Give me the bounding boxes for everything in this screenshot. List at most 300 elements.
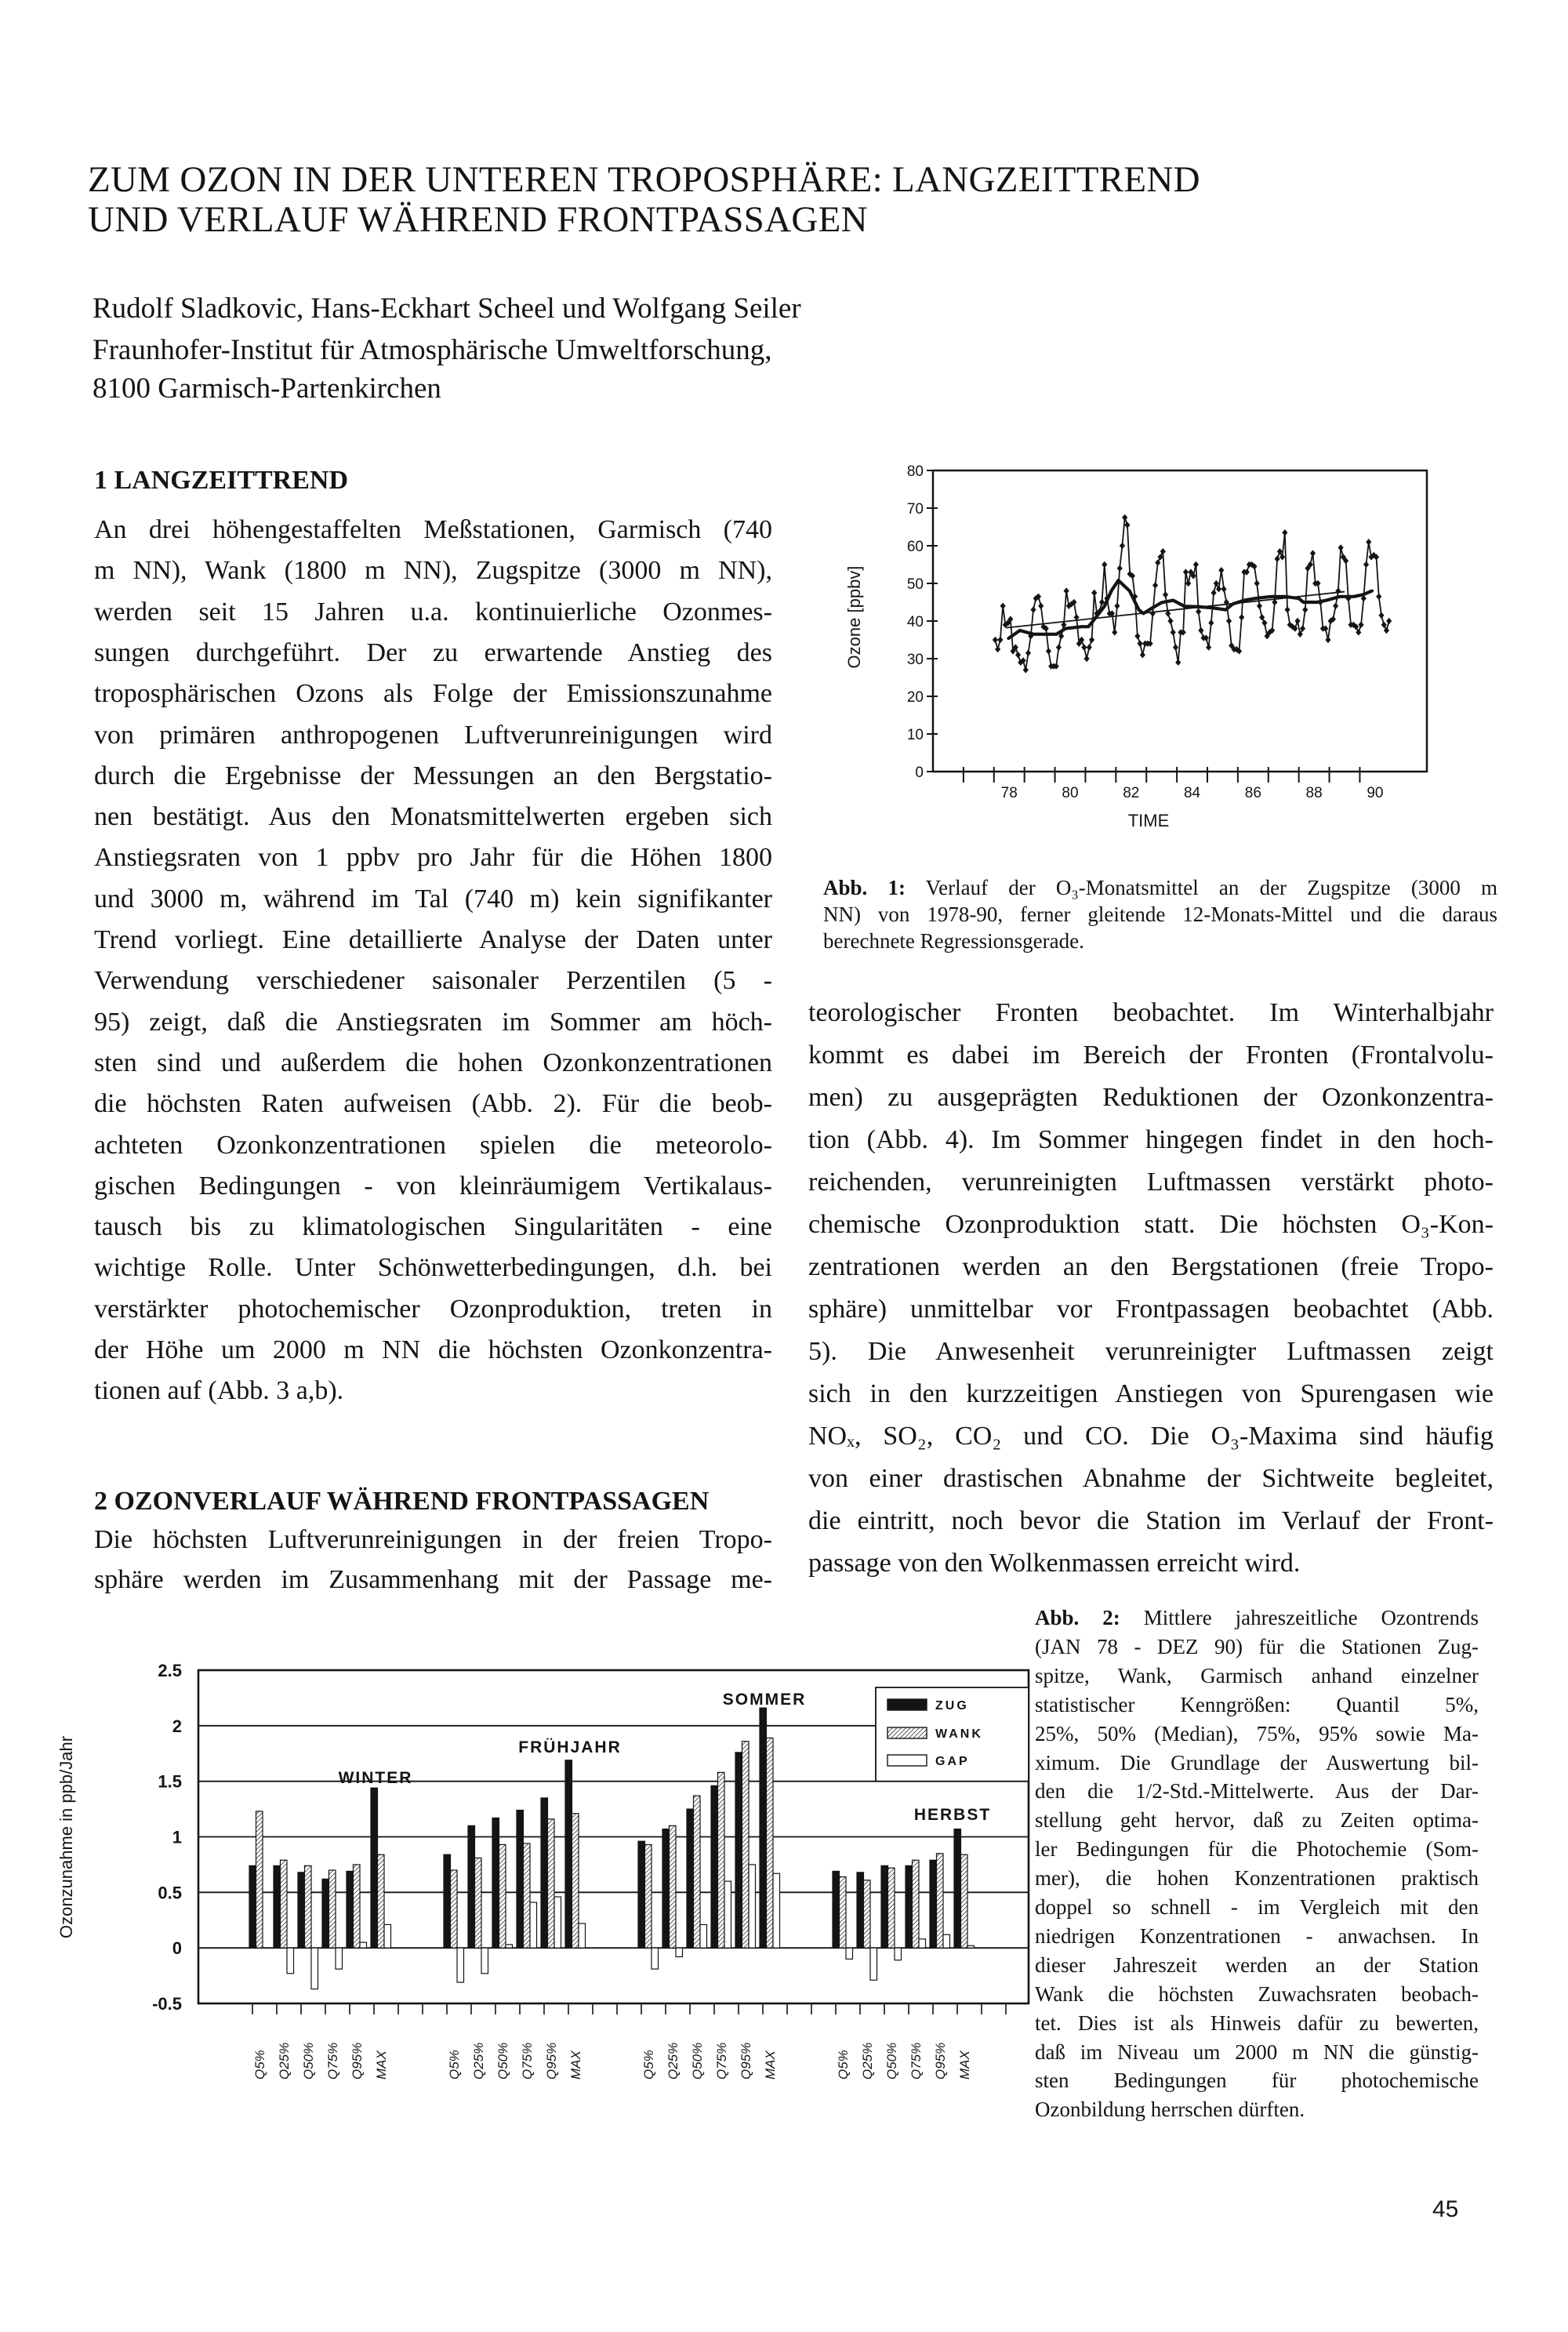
bar-wank — [645, 1844, 652, 1948]
body-text-line: tausch bis zu klimatologischen Singularitäten - eine — [94, 1212, 772, 1242]
body-text-line: sphäre) unmittelbar vor Frontpassagen beobachtet (Abb. — [808, 1295, 1494, 1324]
bar-zug — [687, 1809, 694, 1948]
bar-gap — [384, 1924, 391, 1948]
data-point — [1302, 606, 1308, 612]
data-point — [1284, 606, 1290, 612]
bar-wank — [305, 1865, 312, 1948]
bar-zug — [517, 1811, 524, 1949]
caption-line — [1035, 1749, 1479, 1776]
bar-zug — [906, 1865, 913, 1948]
chart-legend — [876, 1687, 1029, 1782]
bar-wank — [499, 1844, 506, 1948]
data-point — [1038, 603, 1044, 609]
bar-wank — [475, 1858, 482, 1948]
data-point — [1163, 591, 1168, 598]
caption-text: Verlauf der O₃-Monatsmittel an der Zugspitze (3000 m — [905, 876, 1497, 899]
y-tick-label: 60 — [906, 539, 924, 555]
data-point — [1259, 614, 1265, 620]
bar-zug — [541, 1798, 548, 1948]
data-point — [1089, 637, 1094, 643]
data-point — [1366, 539, 1371, 545]
bar-zug — [492, 1818, 499, 1948]
paper-title-line-1: ZUM OZON IN DER UNTEREN TROPOSPHÄRE: LANGZEITTREND — [88, 159, 1200, 200]
data-point — [1117, 565, 1123, 572]
data-point — [1358, 622, 1363, 628]
page-number: 45 — [1432, 2196, 1459, 2222]
body-text-line: teorologischer Fronten beobachtet. Im Winterhalbjahr — [808, 998, 1494, 1027]
x-axis-title: TIME — [1127, 811, 1170, 830]
caption-text: sten Bedingungen für photochemische — [1035, 2069, 1479, 2093]
bar-gap — [870, 1948, 877, 1980]
x-category-label: Q50% — [495, 2042, 510, 2080]
bar-wank — [354, 1865, 361, 1948]
data-point — [1193, 561, 1199, 568]
data-point — [1275, 556, 1280, 562]
caption-text: berechnete Regressionsgerade. — [823, 929, 1084, 953]
bar-zug — [711, 1785, 718, 1948]
bar-wank — [281, 1860, 288, 1948]
x-category-label: Q50% — [690, 2042, 705, 2080]
data-point — [1120, 543, 1125, 549]
bar-wank — [718, 1772, 725, 1948]
season-label: HERBST — [913, 1806, 992, 1824]
x-category-label: Q25% — [666, 2042, 681, 2080]
legend-label: ZUG — [935, 1699, 969, 1713]
data-point — [1081, 644, 1087, 650]
bar-zug — [274, 1865, 281, 1948]
y-tick-label: 0 — [172, 1938, 182, 1959]
body-text-line: troposphärischen Ozons als Folge der Emissionszunahme — [94, 679, 772, 709]
bar-wank — [888, 1868, 895, 1948]
data-point — [1140, 652, 1145, 658]
bar-gap — [652, 1948, 659, 1969]
caption-line — [1035, 1604, 1479, 1631]
y-tick-label: -0.5 — [152, 1994, 182, 2014]
data-point — [1206, 644, 1211, 650]
bar-zug — [930, 1860, 937, 1948]
bar-wank — [670, 1825, 677, 1948]
caption-text: daß im Niveau um 2000 m NN die günstig- — [1035, 2040, 1479, 2064]
x-category-label: MAX — [568, 2050, 583, 2080]
data-point — [993, 637, 998, 643]
body-text-line: durch die Ergebnisse der Messungen an den Bergstatio- — [94, 761, 772, 790]
body-text-line: von primären anthropogenen Luftverunreinigungen wird — [94, 720, 772, 750]
data-point — [1056, 644, 1062, 650]
data-point — [1155, 559, 1160, 565]
bar-gap — [967, 1945, 975, 1948]
data-point — [1298, 631, 1303, 637]
body-text-line: der Höhe um 2000 m NN die höchsten Ozonkonzentra- — [94, 1335, 772, 1364]
x-tick-label: 90 — [1367, 785, 1384, 801]
bar-gap — [676, 1948, 683, 1956]
series-line-running-mean — [1008, 580, 1372, 638]
data-point — [1087, 644, 1092, 650]
caption-text: tet. Dies ist als Hinweis dafür zu bewerten, — [1035, 2011, 1479, 2035]
data-point — [1023, 667, 1029, 673]
x-category-label: Q95% — [933, 2042, 948, 2080]
x-category-label: Q50% — [301, 2042, 316, 2080]
caption-line — [1035, 1807, 1479, 1833]
body-text-line: zentrationen werden an den Bergstationen (freie Tropo- — [808, 1252, 1494, 1281]
body-text-line: die höchsten Raten aufweisen (Abb. 2). Für die beob- — [94, 1089, 772, 1119]
x-tick-label: 80 — [1062, 785, 1079, 801]
x-category-label: MAX — [763, 2050, 778, 2080]
data-point — [1239, 614, 1244, 620]
caption-text: niedrigen Konzentrationen - anwachsen. In — [1035, 1923, 1479, 1948]
data-point — [1171, 629, 1176, 635]
caption-line — [823, 874, 1497, 901]
body-text-line: und 3000 m, während im Tal (740 m) kein signifikanter — [94, 884, 772, 914]
caption-text: ler Bedingungen für die Photochemie (Som- — [1035, 1837, 1479, 1862]
y-tick-label: 2.5 — [158, 1661, 182, 1680]
bar-gap — [506, 1945, 513, 1948]
bar-wank — [572, 1814, 579, 1948]
caption-text: (JAN 78 - DEZ 90) für die Stationen Zug- — [1035, 1634, 1479, 1658]
data-point — [1294, 618, 1300, 624]
legend-swatch-gap — [887, 1755, 927, 1766]
x-tick-label: 78 — [1000, 785, 1018, 801]
bar-gap — [579, 1923, 586, 1948]
body-text-line: men) zu ausgeprägten Reduktionen der Ozonkonzentra- — [808, 1083, 1494, 1112]
data-point — [1300, 625, 1305, 631]
caption-line — [1035, 1894, 1479, 1920]
caption-line — [1035, 1865, 1479, 1891]
bar-wank — [256, 1811, 263, 1948]
bar-gap — [287, 1948, 294, 1974]
bar-wank — [937, 1854, 944, 1948]
bar-gap — [943, 1934, 950, 1948]
body-text-line: chemische Ozonproduktion statt. Die höchsten O₃-Kon- — [808, 1210, 1494, 1239]
y-tick-label: 80 — [906, 463, 924, 480]
data-point — [1333, 603, 1338, 609]
data-point — [1279, 554, 1285, 560]
bar-wank — [548, 1819, 555, 1948]
caption-text: 25%, 50% (Median), 75%, 95% sowie Ma- — [1035, 1721, 1479, 1745]
caption-text: Wank die höchsten Zuwachsraten beobach- — [1035, 1981, 1479, 2006]
author-institute: Fraunhofer-Institut für Atmosphärische Umweltforschung, — [93, 334, 772, 366]
legend-swatch-wank — [887, 1727, 927, 1738]
x-tick-label: 84 — [1183, 785, 1201, 801]
data-point — [1124, 521, 1130, 528]
bar-zug — [735, 1753, 742, 1948]
bar-gap — [457, 1948, 464, 1982]
y-tick-label: 70 — [906, 501, 924, 518]
data-point — [1030, 606, 1036, 612]
bar-zug — [760, 1708, 767, 1948]
bar-gap — [554, 1897, 561, 1948]
caption-label: Abb. 2: — [1035, 1606, 1120, 1629]
bar-gap — [481, 1948, 488, 1974]
regression-line — [1006, 592, 1345, 628]
bar-wank — [767, 1738, 774, 1948]
data-point — [1112, 629, 1117, 635]
body-text-line: wichtige Rolle. Unter Schönwetterbedingungen, d.h. bei — [94, 1253, 772, 1283]
data-point — [1325, 637, 1330, 643]
caption-text: statistischer Kenngrößen: Quantil 5%, — [1035, 1692, 1479, 1716]
data-point — [1376, 594, 1381, 600]
bar-zug — [565, 1760, 572, 1948]
bar-wank — [451, 1870, 458, 1948]
data-point — [1378, 612, 1384, 619]
caption-text: stellung geht hervor, daß zu Zeiten optima- — [1035, 1808, 1479, 1833]
x-category-label: MAX — [957, 2050, 972, 2080]
data-point — [1091, 590, 1097, 596]
x-tick-label: 86 — [1244, 785, 1261, 801]
legend-swatch-zug — [887, 1699, 927, 1710]
data-point — [1152, 582, 1158, 588]
season-label: SOMMER — [722, 1691, 807, 1709]
data-point — [1160, 548, 1166, 554]
caption-text: spitze, Wank, Garmisch anhand einzelner — [1035, 1663, 1479, 1687]
bar-gap — [530, 1902, 537, 1948]
data-point — [1277, 548, 1283, 554]
data-point — [1211, 590, 1217, 596]
caption-line — [1035, 1662, 1479, 1689]
data-point — [1196, 608, 1201, 615]
caption-text: doppel so schnell - im Vergleich mit den — [1035, 1895, 1479, 1919]
data-point — [1257, 603, 1262, 609]
bar-zug — [371, 1788, 378, 1948]
y-tick-label: 40 — [906, 614, 924, 630]
bar-gap — [773, 1873, 780, 1948]
caption-text: ximum. Die Grundlage der Auswertung bil- — [1035, 1750, 1479, 1774]
data-point — [1208, 619, 1214, 626]
body-text-line: Trend vorliegt. Eine detaillierte Analyse der Daten unter — [94, 925, 772, 954]
bar-gap — [724, 1881, 731, 1948]
data-point — [1122, 514, 1127, 521]
bar-gap — [895, 1948, 902, 1960]
x-category-label: Q5% — [836, 2050, 851, 2080]
data-point — [1356, 629, 1361, 635]
body-text-line: von einer drastischen Abnahme der Sichtweite begleitet, — [808, 1464, 1494, 1493]
data-point — [1000, 603, 1006, 609]
body-text-line: sphäre werden im Zusammenhang mit der Passage me- — [94, 1565, 772, 1594]
y-tick-label: 20 — [906, 689, 924, 706]
data-point — [1221, 586, 1226, 592]
body-text-line: verstärkter photochemischer Ozonproduktion, treten in — [94, 1294, 772, 1324]
body-text-line: NOₓ, SO₂, CO₂ und CO. Die O₃-Maxima sind häufig — [808, 1422, 1494, 1451]
body-text-line: 95) zeigt, daß die Anstiegsraten im Sommer am höch- — [94, 1007, 772, 1037]
y-tick-label: 10 — [906, 727, 924, 743]
bar-zug — [881, 1865, 888, 1948]
caption-line — [1035, 2096, 1479, 2123]
bar-zug — [298, 1873, 305, 1948]
y-tick-label: 30 — [906, 652, 924, 668]
caption-text: Mittlere jahreszeitliche Ozontrends — [1120, 1606, 1479, 1629]
body-text-line: 5). Die Anwesenheit verunreinigter Luftmassen zeigt — [808, 1337, 1494, 1366]
data-point — [1083, 656, 1089, 662]
caption-text: dieser Jahreszeit werden an der Station — [1035, 1952, 1479, 1977]
caption-line — [1035, 1720, 1479, 1747]
body-text-line: An drei höhengestaffelten Meßstationen, Garmisch (740 — [94, 515, 772, 544]
caption-line — [1035, 1836, 1479, 1862]
bar-zug — [249, 1865, 256, 1948]
bar-zug — [662, 1829, 670, 1949]
body-text-line: nen bestätigt. Aus den Monatsmittelwerten ergeben sich — [94, 802, 772, 832]
bar-gap — [700, 1924, 707, 1948]
caption-line — [1035, 1923, 1479, 1949]
data-point — [1198, 627, 1203, 634]
legend-label: GAP — [935, 1755, 970, 1768]
data-point — [1381, 622, 1387, 628]
caption-line — [1035, 1691, 1479, 1718]
section-2-heading: 2 OZONVERLAUF WÄHREND FRONTPASSAGEN — [94, 1487, 710, 1516]
data-point — [1157, 554, 1163, 560]
data-point — [1261, 619, 1267, 626]
caption-line — [1035, 1981, 1479, 2007]
bar-gap — [311, 1948, 318, 1989]
y-axis-title: Ozonzunahme in ppb/Jahr — [56, 1735, 76, 1939]
data-point — [1185, 580, 1191, 587]
data-point — [1216, 586, 1221, 592]
figure-2-bar-chart — [0, 1631, 1035, 2117]
x-category-label: Q5% — [641, 2050, 656, 2080]
body-text-line: m NN), Wank (1800 m NN), Zugspitze (3000 m NN), — [94, 556, 772, 586]
x-category-label: MAX — [374, 2050, 389, 2080]
figure-1-line-chart — [815, 447, 1537, 855]
caption-line — [1035, 2010, 1479, 2036]
data-point — [1183, 568, 1189, 575]
bar-zug — [322, 1879, 329, 1948]
data-point — [1150, 610, 1156, 616]
author-address: 8100 Garmisch-Partenkirchen — [93, 372, 441, 405]
bar-zug — [638, 1841, 645, 1948]
data-point — [997, 637, 1003, 643]
caption-line — [1035, 1778, 1479, 1804]
bar-gap — [336, 1948, 343, 1969]
bar-zug — [954, 1829, 961, 1949]
x-category-label: Q5% — [252, 2050, 267, 2080]
data-point — [1046, 648, 1051, 654]
caption-text: Ozonbildung herrschen dürften. — [1035, 2098, 1305, 2122]
caption-text: den die 1/2-Std.-Mittelwerte. Aus der Dar- — [1035, 1779, 1479, 1803]
data-point — [1338, 544, 1344, 550]
bar-zug — [347, 1871, 354, 1948]
caption-text: mer), die hohen Konzentrationen praktisch — [1035, 1866, 1479, 1891]
x-category-label: Q95% — [544, 2042, 559, 2080]
caption-line — [1035, 1633, 1479, 1660]
bar-zug — [857, 1873, 864, 1948]
body-text-line: sten sind und außerdem die hohen Ozonkonzentrationen — [94, 1048, 772, 1077]
body-text-line: werden seit 15 Jahren u.a. kontinuierliche Ozonmes- — [94, 597, 772, 627]
body-text-line: Verwendung verschiedener saisonaler Perzentilen (5 - — [94, 966, 772, 996]
x-category-label: Q5% — [447, 2050, 462, 2080]
caption-line — [1035, 2067, 1479, 2094]
bar-wank — [694, 1796, 701, 1948]
x-category-label: Q75% — [520, 2042, 535, 2080]
data-point — [1025, 650, 1031, 656]
bar-zug — [444, 1854, 451, 1948]
caption-line — [1035, 1952, 1479, 1978]
x-category-label: Q95% — [739, 2042, 753, 2080]
section-1-heading: 1 LANGZEITTREND — [94, 466, 349, 495]
data-point — [1218, 567, 1224, 573]
body-text-line: tion (Abb. 4). Im Sommer hingegen findet in den hoch- — [808, 1125, 1494, 1154]
x-category-label: Q75% — [325, 2042, 340, 2080]
bar-wank — [329, 1870, 336, 1948]
body-text-line: sungen durchgeführt. Der zu erwartende Anstieg des — [94, 637, 772, 667]
body-text-line: die eintritt, noch bevor die Station im Verlauf der Front- — [808, 1506, 1494, 1535]
bar-wank — [840, 1877, 847, 1949]
bar-zug — [468, 1825, 475, 1948]
data-point — [1167, 618, 1173, 624]
caption-label: Abb. 1: — [823, 876, 906, 899]
y-axis-title: Ozone [ppbv] — [844, 565, 864, 669]
data-point — [1134, 633, 1140, 639]
bar-wank — [524, 1843, 531, 1948]
bar-gap — [749, 1865, 756, 1948]
bar-gap — [846, 1948, 853, 1959]
x-category-label: Q75% — [714, 2042, 729, 2080]
data-point — [995, 646, 1000, 652]
caption-line — [823, 928, 1497, 954]
data-point — [1310, 550, 1316, 556]
bar-gap — [919, 1939, 926, 1948]
body-text-line: Die höchsten Luftverunreinigungen in der freien Tropo- — [94, 1525, 772, 1554]
bar-zug — [833, 1871, 840, 1948]
bar-wank — [913, 1860, 920, 1948]
y-tick-label: 1.5 — [158, 1771, 182, 1792]
bar-wank — [378, 1854, 385, 1948]
caption-line — [1035, 2039, 1479, 2065]
caption-line — [823, 901, 1497, 928]
x-tick-label: 88 — [1305, 785, 1323, 801]
legend-label: WANK — [935, 1727, 983, 1741]
data-point — [1363, 561, 1369, 568]
data-point — [1114, 603, 1120, 609]
y-tick-label: 2 — [172, 1716, 182, 1736]
data-point — [1214, 580, 1219, 587]
data-point — [1226, 618, 1232, 624]
data-point — [1282, 529, 1287, 536]
body-text-line: achteten Ozonkonzentrationen spielen die meteorolo- — [94, 1130, 772, 1160]
x-category-label: Q25% — [471, 2042, 486, 2080]
caption-text: NN) von 1978-90, ferner gleitende 12-Monats-Mittel und die daraus — [823, 903, 1497, 926]
bar-wank — [864, 1880, 871, 1948]
season-label: FRÜHJAHR — [518, 1738, 622, 1756]
y-tick-label: 0 — [915, 765, 924, 781]
x-category-label: Q95% — [350, 2042, 365, 2080]
data-point — [1138, 641, 1143, 647]
body-text-line: Anstiegsraten von 1 ppbv pro Jahr für die Höhen 1800 — [94, 843, 772, 873]
data-point — [1175, 659, 1181, 666]
body-text-line: sich in den kurzzeitigen Anstiegen von Spurengasen wie — [808, 1379, 1494, 1408]
body-text-line: tionen auf (Abb. 3 a,b). — [94, 1376, 344, 1406]
data-point — [1102, 561, 1107, 568]
data-point — [1015, 652, 1021, 658]
bar-gap — [360, 1942, 367, 1948]
data-point — [1064, 587, 1069, 594]
season-label: WINTER — [338, 1769, 413, 1787]
bar-wank — [961, 1854, 968, 1948]
bar-wank — [742, 1742, 750, 1949]
paper-title-line-2: UND VERLAUF WÄHREND FRONTPASSAGEN — [88, 199, 868, 240]
x-category-label: Q75% — [909, 2042, 924, 2080]
data-point — [1254, 580, 1260, 587]
data-point — [1173, 644, 1178, 650]
y-tick-label: 50 — [906, 576, 924, 593]
data-point — [1384, 627, 1389, 634]
body-text-line: passage von den Wolkenmassen erreicht wird. — [808, 1549, 1301, 1578]
x-tick-label: 82 — [1123, 785, 1140, 801]
body-text-line: reichenden, verunreinigten Luftmassen verstärkt photo- — [808, 1168, 1494, 1197]
x-category-label: Q25% — [860, 2042, 875, 2080]
x-category-label: Q25% — [277, 2042, 292, 2080]
y-tick-label: 0.5 — [158, 1883, 182, 1903]
x-category-label: Q50% — [884, 2042, 899, 2080]
author-names: Rudolf Sladkovic, Hans-Eckhart Scheel und Wolfgang Seiler — [93, 292, 801, 325]
body-text-line: gischen Bedingungen - von kleinräumigem Vertikalaus- — [94, 1171, 772, 1201]
